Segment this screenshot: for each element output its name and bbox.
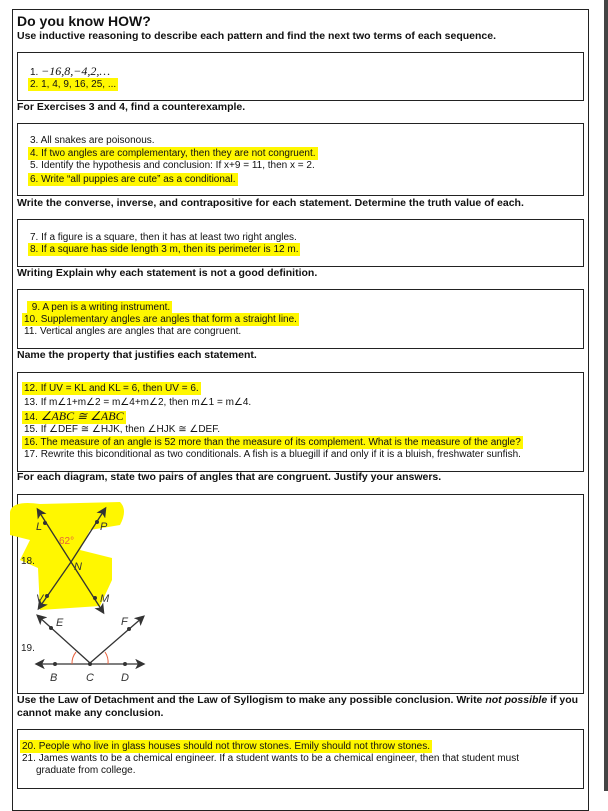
- exercise-10: 10. Supplementary angles are angles that form a straight line.: [24, 314, 297, 325]
- section-header: Use the Law of Detachment and the Law of Syllogism to make any possible conclusion. Write not possible if you cannot make any conclusion.: [17, 694, 579, 719]
- exercise-20: 20. People who live in glass houses should not throw stones. Emily should not throw stones.: [22, 741, 431, 752]
- exercise-21: 21. James wants to be a chemical engineer. If a student wants to be a chemical engineer, then that student must: [22, 753, 519, 764]
- section-header: Use inductive reasoning to describe each pattern and find the next two terms of each sequence.: [17, 30, 497, 42]
- exercise-7: 7. If a figure is a square, then it has at least two right angles.: [30, 232, 297, 243]
- label-e: E: [56, 617, 64, 629]
- label-n: N: [74, 561, 82, 573]
- angle-measure: 62°: [59, 536, 75, 547]
- label-m: M: [100, 593, 110, 605]
- ray-cf: [90, 617, 143, 663]
- label-p: P: [100, 521, 108, 533]
- angle-diagrams: [0, 490, 200, 690]
- section-header: For Exercises 3 and 4, find a counterexample.: [17, 101, 246, 113]
- section-header: Writing Explain why each statement is not a good definition.: [17, 267, 318, 279]
- exercise-17: 17. Rewrite this biconditional as two conditionals. A fish is a bluegill if and only if it is a bluish, freshwater sunfish.: [24, 449, 521, 460]
- label-f: F: [121, 616, 128, 628]
- label-l: L: [36, 521, 43, 533]
- exercise-8: 8. If a square has side length 3 m, then its perimeter is 12 m.: [30, 244, 299, 255]
- label-v: V: [36, 593, 44, 605]
- exercise-2: 2. 1, 4, 9, 16, 25, ...: [30, 79, 117, 90]
- exercise-21-cont: graduate from college.: [36, 765, 136, 776]
- exercise-4: 4. If two angles are complementary, then they are not congruent.: [30, 148, 316, 159]
- label-d: D: [121, 672, 129, 684]
- exercise-13: 13. If m∠1+m∠2 = m∠4+m∠2, then m∠1 = m∠4.: [24, 397, 252, 408]
- exercise-16: 16. The measure of an angle is 52 more than the measure of its complement. What is the measure of the angle?: [24, 437, 521, 448]
- exercise-3: 3. All snakes are poisonous.: [30, 135, 155, 146]
- section-header: For each diagram, state two pairs of angles that are congruent. Justify your answers.: [17, 471, 442, 483]
- label-b: B: [50, 672, 58, 684]
- page-title: Do you know HOW?: [17, 13, 151, 29]
- exercise-18-number: 18.: [21, 556, 35, 567]
- exercise-9: 9. A pen is a writing instrument.: [29, 302, 172, 314]
- exercise-12: 12. If UV = KL and KL = 6, then UV = 6.: [24, 383, 199, 394]
- section-header: Name the property that justifies each statement.: [17, 349, 257, 361]
- exercise-5: 5. Identify the hypothesis and conclusion: If x+9 = 11, then x = 2.: [30, 160, 315, 171]
- scrollbar[interactable]: [604, 0, 608, 791]
- section-header: Write the converse, inverse, and contrapositive for each statement. Determine the truth value of each.: [17, 197, 524, 209]
- exercise-1: 1. −16,8,−4,2,…: [30, 64, 110, 78]
- exercise-6: 6. Write “all puppies are cute” as a conditional.: [30, 174, 236, 185]
- exercise-19-number: 19.: [21, 643, 35, 654]
- exercise-11: 11. Vertical angles are angles that are congruent.: [24, 326, 242, 337]
- label-c: C: [86, 672, 94, 684]
- exercise-15: 15. If ∠DEF ≅ ∠HJK, then ∠HJK ≅ ∠DEF.: [24, 424, 221, 435]
- ray-ce: [38, 616, 90, 663]
- exercise-14: 14. ∠ABC ≅ ∠ABC: [24, 409, 124, 423]
